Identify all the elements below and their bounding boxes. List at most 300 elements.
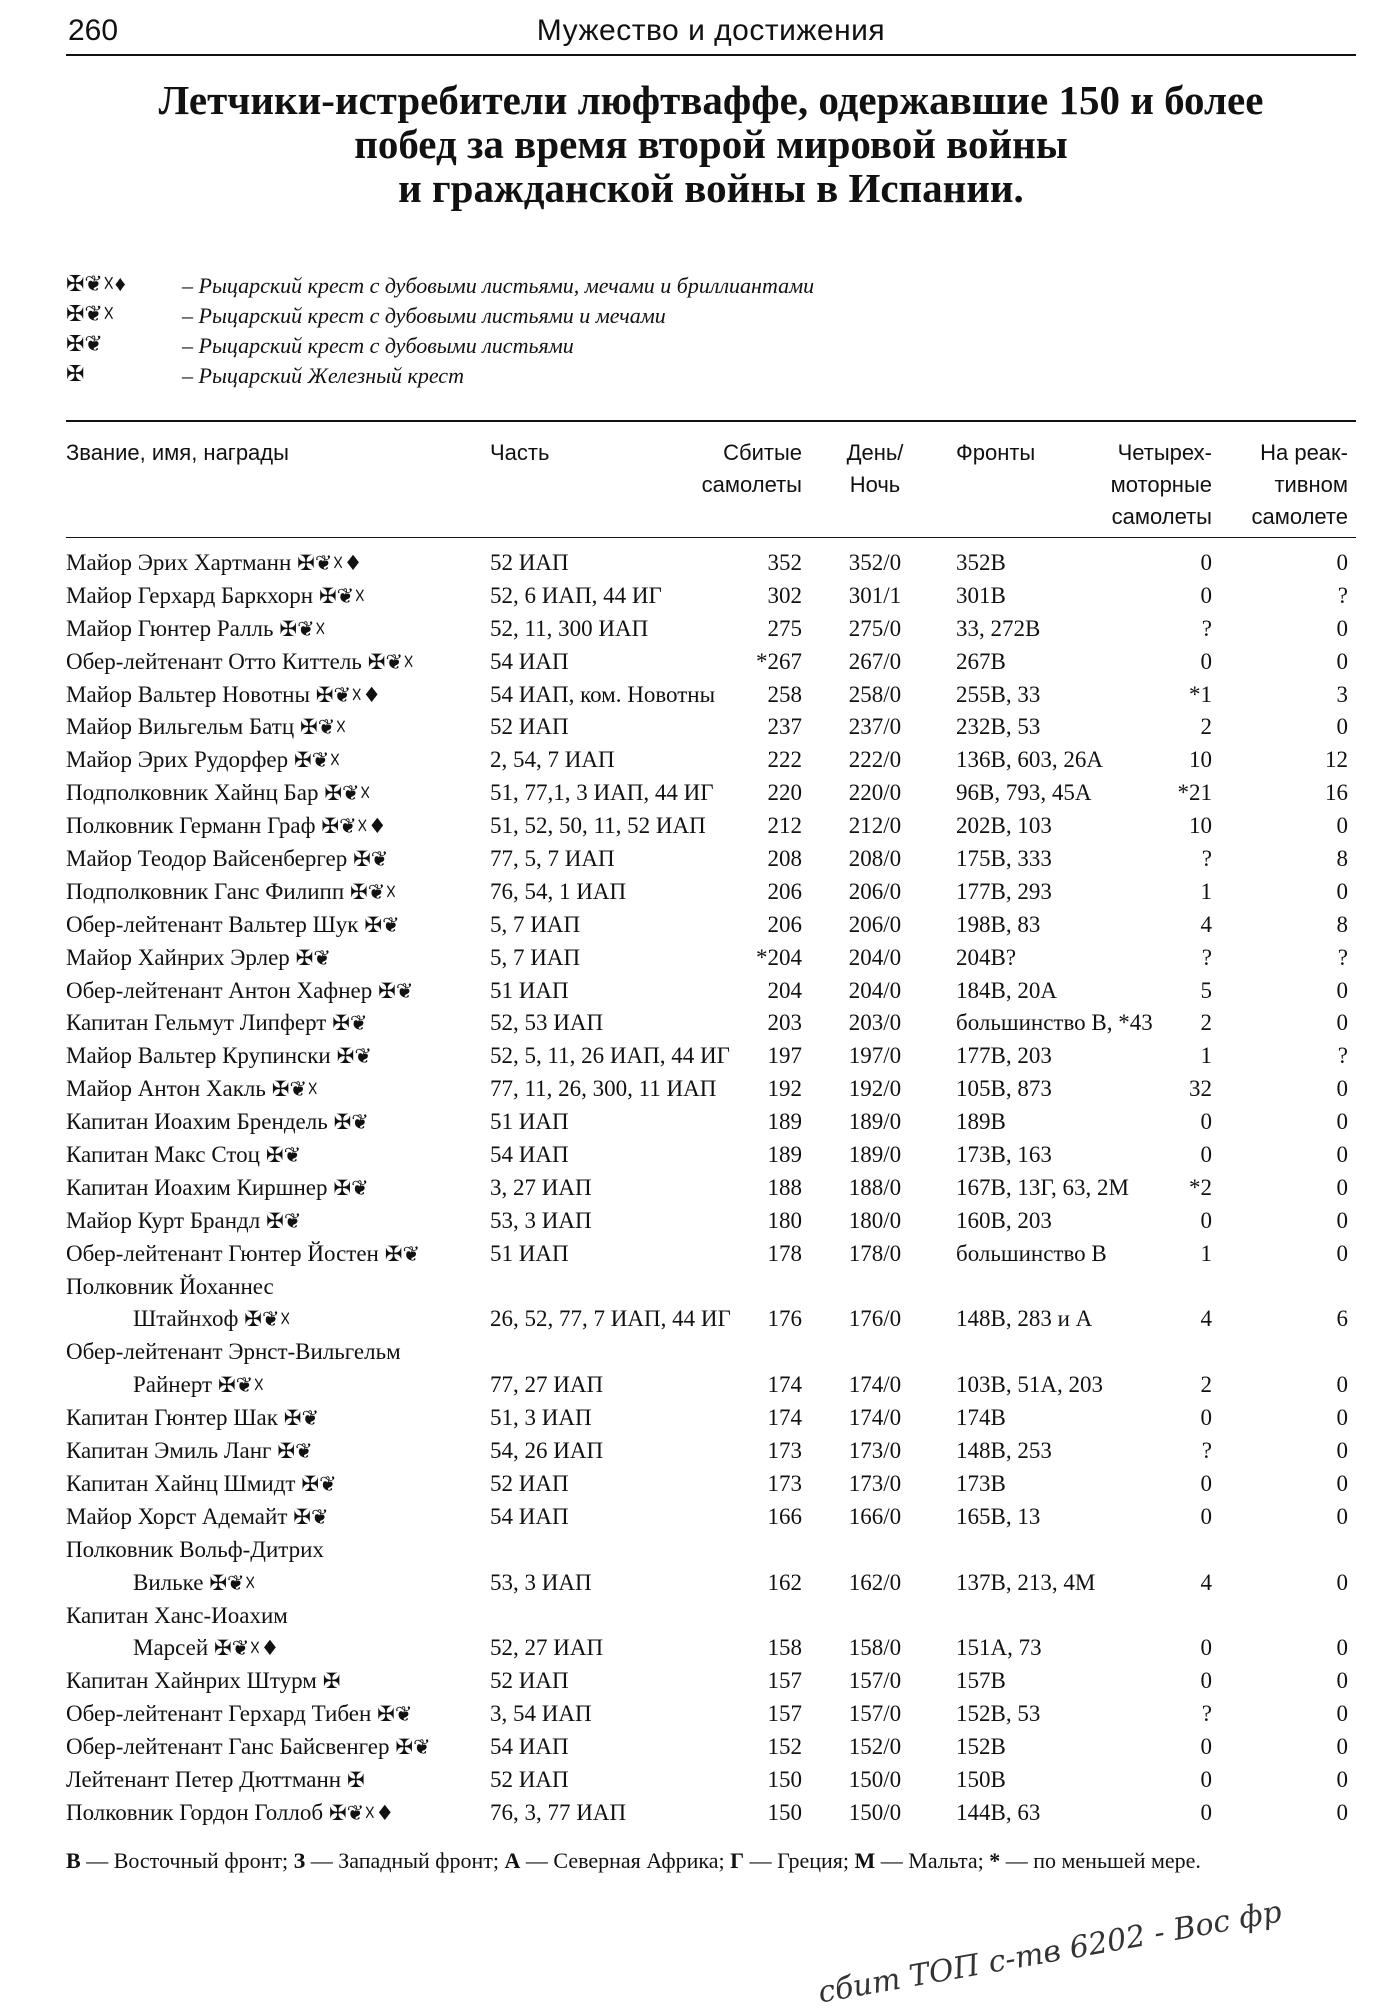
award-symbols-icon: ✠❦☓♦ <box>315 682 382 707</box>
cell-jet <box>1230 978 1348 1004</box>
cell-unit <box>490 583 662 609</box>
cell-fronts-text: 267В <box>956 648 1006 674</box>
cell-day-night-text: 203/0 <box>848 1010 902 1036</box>
cell-unit-text: 52 ИАП <box>490 550 569 575</box>
cell-unit-text: 76, 54, 1 ИАП <box>490 878 627 904</box>
cell-day-night-text: 188/0 <box>848 1174 902 1200</box>
cell-day-night <box>820 813 930 839</box>
pilot-name-text: Капитан Макс Стоц <box>66 1142 260 1168</box>
award-symbols-icon: ✠❦ <box>364 912 400 937</box>
cell-unit <box>490 1372 603 1398</box>
cell-jet-text: 0 <box>1336 1076 1348 1102</box>
cell-jet <box>1230 714 1348 740</box>
pilot-name-text: Майор Эрих Хартманн <box>66 550 292 575</box>
table-title <box>66 78 1356 210</box>
cell-jet-text: 0 <box>1336 1503 1348 1529</box>
cell-jet-text: 0 <box>1336 1799 1348 1825</box>
pilot-name <box>66 616 326 642</box>
cell-fronts-text: 198В, 83 <box>956 911 1041 937</box>
award-symbols-icon: ✠❦☓ <box>244 1307 291 1332</box>
cell-unit <box>490 1010 603 1036</box>
cell-four-engine <box>1076 978 1212 1004</box>
footnote-text: — по меньшей мере. <box>1000 1848 1201 1873</box>
cell-kills <box>660 1405 802 1431</box>
cell-day-night-text: 178/0 <box>848 1240 902 1266</box>
cell-jet <box>1230 1635 1348 1661</box>
cell-day-night <box>820 747 930 773</box>
cell-jet-text: 0 <box>1336 1405 1348 1431</box>
cell-kills-text: 208 <box>767 846 802 872</box>
cell-unit <box>490 912 580 938</box>
pilot-name-text: Подполковник Хайнц Бар <box>66 780 319 806</box>
cell-fronts-text: 151А, 73 <box>956 1635 1042 1661</box>
footnote-text: — Западный фронт; <box>305 1848 505 1873</box>
page-header <box>66 10 1356 56</box>
cell-kills-text: 174 <box>767 1372 802 1398</box>
pilot-name-text: Майор Вальтер Новотны <box>66 681 310 707</box>
cell-day-night <box>820 978 930 1004</box>
pilot-name-text: Райнерт <box>133 1372 213 1398</box>
cell-unit <box>490 1405 592 1431</box>
cell-unit-text: 52 ИАП <box>490 1668 569 1694</box>
legend-row <box>66 301 1266 331</box>
table-row <box>0 844 1382 877</box>
table-row <box>0 1633 1382 1666</box>
cell-four-engine <box>1076 1405 1212 1431</box>
cell-kills <box>660 1306 802 1332</box>
cell-unit <box>490 1175 592 1201</box>
cell-unit <box>490 1504 569 1530</box>
cell-day-night-text: 166/0 <box>848 1503 902 1529</box>
cell-four-engine <box>1076 583 1212 609</box>
cell-four-engine <box>1076 649 1212 675</box>
award-symbols-icon: ✠❦ <box>295 945 331 970</box>
cell-unit <box>490 1767 569 1793</box>
cell-day-night <box>820 1372 930 1398</box>
cell-day-night <box>820 1175 930 1201</box>
cell-four-engine <box>1076 1076 1212 1102</box>
table-row <box>0 712 1382 745</box>
cell-kills-text: 197 <box>767 1043 802 1069</box>
page-number: 260 <box>68 14 119 47</box>
pilot-name <box>66 550 362 576</box>
pilot-name-text: Капитан Хайнц Шмидт <box>66 1470 296 1496</box>
cell-jet <box>1230 1438 1348 1464</box>
award-symbols-icon: ✠❦☓ <box>319 583 366 608</box>
pilot-name <box>66 1010 368 1036</box>
cell-fronts <box>956 1734 1006 1760</box>
cell-jet <box>1230 1471 1348 1497</box>
cell-day-night <box>820 1405 930 1431</box>
table-row <box>0 1601 1382 1634</box>
cell-four-engine-text: 2 <box>1200 714 1212 740</box>
cell-four-engine-text: 0 <box>1200 1405 1212 1431</box>
cell-jet-text: 0 <box>1336 615 1348 641</box>
cell-four-engine-text: 4 <box>1200 1569 1212 1595</box>
cell-kills-text: 162 <box>767 1569 802 1595</box>
table-row <box>0 778 1382 811</box>
cell-day-night <box>820 945 930 971</box>
cell-day-night-text: 192/0 <box>848 1076 902 1102</box>
cell-jet-text: 0 <box>1336 1766 1348 1792</box>
cell-unit-text: 51, 52, 50, 11, 52 ИАП <box>490 813 706 839</box>
cell-unit-text: 52, 53 ИАП <box>490 1010 604 1036</box>
pilot-name <box>66 1800 394 1826</box>
cell-four-engine <box>1076 747 1212 773</box>
cell-unit-text: 76, 3, 77 ИАП <box>490 1799 627 1825</box>
cell-four-engine <box>1076 1142 1212 1168</box>
cell-day-night-text: 206/0 <box>848 911 902 937</box>
cell-kills <box>660 1767 802 1793</box>
cell-kills <box>660 1043 802 1069</box>
cell-kills <box>660 846 802 872</box>
pilot-name <box>66 682 381 708</box>
cell-fronts-text: 204В? <box>956 944 1017 970</box>
cell-unit <box>490 747 615 773</box>
cell-jet <box>1230 1504 1348 1530</box>
cell-fronts-text: 352В <box>956 550 1006 575</box>
pilot-name <box>66 583 365 609</box>
cell-kills <box>660 682 802 708</box>
cell-kills-text: 189 <box>767 1142 802 1168</box>
award-symbols-icon: ✠❦☓ <box>271 1077 319 1102</box>
pilot-name-text: Капитан Иоахим Киршнер <box>66 1174 328 1200</box>
pilot-name-text: Капитан Эмиль Ланг <box>66 1438 272 1464</box>
cell-kills <box>660 780 802 806</box>
handwritten-note: сбит ТОП с-тв 6202 - Вос фр <box>815 1894 1285 2011</box>
cell-unit <box>490 978 569 1004</box>
cell-kills-text: 258 <box>767 681 802 707</box>
award-symbols-icon: ✠❦☓♦ <box>321 814 387 839</box>
footnote-key: В <box>66 1848 81 1873</box>
pilot-name <box>66 846 388 872</box>
cell-fronts-text: 96В, 793, 45А <box>956 780 1092 806</box>
cell-four-engine <box>1076 1372 1212 1398</box>
cell-unit <box>490 1668 569 1694</box>
cell-four-engine-text: 1 <box>1200 1043 1212 1069</box>
cell-fronts-text: 189В <box>956 1109 1006 1135</box>
cell-four-engine <box>1076 1701 1212 1727</box>
cell-four-engine <box>1076 813 1212 839</box>
cell-unit-text: 54 ИАП <box>490 1142 569 1168</box>
pilot-name-text: Капитан Иоахим Брендель <box>66 1109 328 1135</box>
cell-unit <box>490 1635 603 1661</box>
table-row <box>0 910 1382 943</box>
cell-jet-text: 6 <box>1336 1306 1348 1332</box>
cell-four-engine <box>1076 1306 1212 1332</box>
cell-kills-text: *204 <box>756 944 802 970</box>
cell-unit <box>490 1142 569 1168</box>
award-symbols-icon: ✠❦ <box>277 1439 313 1464</box>
cell-unit-text: 51 ИАП <box>490 1240 569 1266</box>
cell-day-night <box>820 1076 930 1102</box>
cell-unit-text: 51, 3 ИАП <box>490 1405 592 1431</box>
cell-four-engine <box>1076 780 1212 806</box>
table-row <box>0 1666 1382 1699</box>
table-header-rule <box>66 537 1356 538</box>
running-title: Мужество и достижения <box>536 14 886 47</box>
cell-jet-text: 16 <box>1325 780 1348 806</box>
cell-day-night-text: 162/0 <box>848 1569 902 1595</box>
column-header-day-night: День/ Ночь <box>846 440 904 497</box>
cell-unit-text: 2, 54, 7 ИАП <box>490 747 615 773</box>
cell-fronts <box>956 846 1052 872</box>
table-row <box>0 581 1382 614</box>
pilot-name <box>66 1537 324 1563</box>
cell-day-night-text: 206/0 <box>848 878 902 904</box>
cell-four-engine-text: 0 <box>1200 1799 1212 1825</box>
cell-fronts <box>956 1668 1006 1694</box>
cell-four-engine-text: ? <box>1201 944 1212 970</box>
footnote-text: — Мальта; <box>875 1848 990 1873</box>
pilot-name-text: Майор Антон Хакль <box>66 1076 266 1102</box>
legend-text: – Рыцарский Железный крест <box>182 363 464 388</box>
cell-day-night <box>820 1208 930 1234</box>
table-row <box>0 1699 1382 1732</box>
column-header-fronts: Фронты <box>956 440 1036 465</box>
cell-day-night-text: 180/0 <box>848 1207 902 1233</box>
pilot-name <box>66 1438 313 1464</box>
cell-day-night <box>820 682 930 708</box>
pilot-name-text: Полковник Гордон Голлоб <box>66 1799 324 1825</box>
pilot-name <box>66 912 400 938</box>
cell-kills <box>660 1208 802 1234</box>
cell-kills <box>660 583 802 609</box>
award-symbols-icon: ✠❦☓ <box>324 781 371 806</box>
cell-fronts-text: 177В, 293 <box>956 878 1052 904</box>
cell-day-night <box>820 1570 930 1596</box>
cell-fronts <box>956 1800 1040 1826</box>
pilot-name-text: Марсей <box>133 1635 209 1661</box>
pilot-name-text: Майор Теодор Вайсенбергер <box>66 846 348 872</box>
cell-day-night <box>820 1010 930 1036</box>
cell-day-night <box>820 616 930 642</box>
cell-day-night <box>820 846 930 872</box>
footnote-key: А <box>504 1848 521 1873</box>
cell-fronts <box>956 1635 1042 1661</box>
cell-jet-text: 0 <box>1336 1734 1348 1760</box>
cell-jet <box>1230 879 1348 905</box>
cell-kills <box>660 1701 802 1727</box>
footnote <box>66 1848 1201 1874</box>
cell-day-night-text: 150/0 <box>848 1799 902 1825</box>
cell-day-night-text: 220/0 <box>848 780 902 806</box>
cell-four-engine-text: 0 <box>1200 1503 1212 1529</box>
pilot-name <box>66 1668 340 1694</box>
cell-unit-text: 52 ИАП <box>490 1766 569 1792</box>
cell-four-engine-text: 2 <box>1200 1010 1212 1036</box>
cell-unit-text: 77, 5, 7 ИАП <box>490 846 615 872</box>
title-line: и гражданской войны в Испании. <box>398 165 1024 211</box>
cell-fronts <box>956 1142 1052 1168</box>
cell-kills <box>660 649 802 675</box>
cell-jet-text: 0 <box>1336 1635 1348 1661</box>
cell-day-night <box>820 1504 930 1530</box>
award-symbols-icon: ✠❦☓ <box>294 748 341 773</box>
cell-fronts <box>956 912 1040 938</box>
table-row <box>0 1337 1382 1370</box>
award-symbols-icon: ✠❦☓ <box>367 649 415 674</box>
cell-kills <box>660 1109 802 1135</box>
cell-day-night <box>820 912 930 938</box>
cell-jet-text: 8 <box>1336 911 1348 937</box>
cell-jet-text: 0 <box>1336 813 1348 839</box>
cell-day-night-text: 174/0 <box>848 1372 902 1398</box>
cell-four-engine <box>1076 1109 1212 1135</box>
cell-four-engine <box>1076 1043 1212 1069</box>
pilot-name <box>133 1570 256 1596</box>
cell-kills-text: 206 <box>767 878 802 904</box>
cell-fronts-text: 105В, 873 <box>956 1076 1052 1102</box>
cell-fronts-text: 136В, 603, 26А <box>956 747 1103 773</box>
cell-day-night <box>820 780 930 806</box>
table-row <box>0 811 1382 844</box>
cell-four-engine <box>1076 1010 1212 1036</box>
pilot-name-text: Майор Вальтер Крупински <box>66 1043 331 1069</box>
pilot-name <box>133 1635 279 1661</box>
cell-four-engine <box>1076 1570 1212 1596</box>
cell-kills <box>660 813 802 839</box>
table-row <box>0 1469 1382 1502</box>
pilot-name <box>66 1241 420 1267</box>
cell-day-night-text: 267/0 <box>848 648 902 674</box>
cell-unit <box>490 1734 569 1760</box>
cell-unit-text: 54 ИАП <box>490 1734 569 1760</box>
cell-jet-text: 0 <box>1336 1668 1348 1694</box>
cell-day-night-text: 301/1 <box>848 582 902 608</box>
cell-fronts-text: 184В, 20А <box>956 977 1057 1003</box>
award-symbols-icon: ✠❦ <box>333 1175 369 1200</box>
cell-kills-text: 212 <box>767 813 802 839</box>
cell-fronts <box>956 945 1016 971</box>
pilot-name-text: Вильке <box>133 1569 204 1595</box>
cell-four-engine <box>1076 1734 1212 1760</box>
pilot-name-text: Майор Хорст Адемайт <box>66 1503 288 1529</box>
cell-fronts-text: большинство В <box>956 1240 1107 1266</box>
cell-kills-text: 188 <box>767 1174 802 1200</box>
footnote-key: * <box>989 1848 1001 1873</box>
cell-fronts <box>956 714 1040 740</box>
cell-jet-text: 0 <box>1336 1438 1348 1464</box>
cell-four-engine-text: 5 <box>1200 977 1212 1003</box>
cell-kills-text: 180 <box>767 1207 802 1233</box>
pilot-name-text: Майор Герхард Баркхорн <box>66 582 314 608</box>
award-symbols-icon: ✠❦ <box>283 1406 320 1431</box>
cell-day-night <box>820 1767 930 1793</box>
cell-day-night-text: 237/0 <box>848 714 902 740</box>
cell-day-night-text: 204/0 <box>848 944 902 970</box>
cell-jet <box>1230 550 1348 576</box>
cell-fronts-text: 148В, 253 <box>956 1438 1052 1464</box>
cell-kills-text: 152 <box>767 1734 802 1760</box>
cell-four-engine-text: ? <box>1201 846 1212 872</box>
cell-fronts <box>956 1306 1092 1332</box>
cell-jet <box>1230 1405 1348 1431</box>
table-row <box>0 1239 1382 1272</box>
cell-four-engine-text: 4 <box>1200 911 1212 937</box>
cell-unit-text: 51, 77,1, 3 ИАП, 44 ИГ <box>490 780 714 806</box>
table-row <box>0 1403 1382 1436</box>
pilot-name-text: Майор Гюнтер Ралль <box>66 615 274 641</box>
cell-four-engine-text: 0 <box>1200 582 1212 608</box>
cell-fronts-text: 150В <box>956 1766 1006 1792</box>
cell-four-engine-text: ? <box>1201 1701 1212 1727</box>
cell-jet <box>1230 1767 1348 1793</box>
cell-unit-text: 51 ИАП <box>490 977 569 1003</box>
cell-fronts <box>956 550 1006 576</box>
cell-fronts-text: 232В, 53 <box>956 714 1041 740</box>
table-row <box>0 976 1382 1009</box>
pilot-name-text: Майор Вильгельм Батц <box>66 714 295 740</box>
cell-unit <box>490 1438 603 1464</box>
cell-kills-text: 222 <box>767 747 802 773</box>
pilot-name <box>133 1372 264 1398</box>
pilot-name <box>133 1306 291 1332</box>
cell-jet <box>1230 846 1348 872</box>
legend-text: – Рыцарский крест с дубовыми листьями, мечами и бриллиантами <box>182 273 815 298</box>
cell-fronts-text: 174В <box>956 1405 1006 1431</box>
cell-fronts <box>956 1504 1040 1530</box>
cell-kills-text: 157 <box>767 1668 802 1694</box>
pilot-name-text: Майор Курт Брандл <box>66 1207 261 1233</box>
cell-kills <box>660 1668 802 1694</box>
cell-fronts-text: 173В <box>956 1470 1006 1496</box>
cell-jet <box>1230 780 1348 806</box>
cell-day-night-text: 204/0 <box>848 977 902 1003</box>
cell-four-engine <box>1076 1504 1212 1530</box>
cell-day-night-text: 352/0 <box>848 550 902 575</box>
cell-day-night <box>820 1109 930 1135</box>
pilot-name <box>66 780 371 806</box>
cell-kills-text: 204 <box>767 977 802 1003</box>
table-row <box>0 1140 1382 1173</box>
pilot-name <box>66 879 397 905</box>
cell-jet <box>1230 1241 1348 1267</box>
cell-day-night-text: 157/0 <box>848 1668 902 1694</box>
cell-day-night-text: 152/0 <box>848 1734 902 1760</box>
table-row <box>0 1304 1382 1337</box>
cell-fronts <box>956 583 1006 609</box>
cell-unit-text: 54 ИАП, ком. Новотны <box>490 681 716 707</box>
cell-kills-text: 150 <box>767 1766 802 1792</box>
cell-jet-text: 0 <box>1336 1109 1348 1135</box>
cell-kills <box>660 1471 802 1497</box>
cell-four-engine <box>1076 1208 1212 1234</box>
cell-four-engine <box>1076 1471 1212 1497</box>
cell-unit <box>490 550 569 576</box>
cell-kills <box>660 912 802 938</box>
cell-four-engine <box>1076 1175 1212 1201</box>
pilot-name-text: Обер-лейтенант Антон Хафнер <box>66 977 373 1003</box>
award-symbols-icon: ✠❦ <box>301 1471 337 1496</box>
cell-jet <box>1230 1800 1348 1826</box>
cell-jet-text: 0 <box>1336 977 1348 1003</box>
pilot-name <box>66 813 387 839</box>
table-row <box>0 680 1382 713</box>
cell-kills-text: 174 <box>767 1405 802 1431</box>
cell-fronts <box>956 1701 1040 1727</box>
award-symbols-icon: ✠❦ <box>336 1044 372 1069</box>
cell-fronts-text: 177В, 203 <box>956 1043 1052 1069</box>
cell-fronts <box>956 879 1052 905</box>
award-symbols-icon: ✠❦ <box>377 1702 413 1727</box>
footnote-text: — Северная Африка; <box>520 1848 731 1873</box>
cell-day-night <box>820 1471 930 1497</box>
cell-kills-text: *267 <box>756 648 802 674</box>
cell-kills-text: 157 <box>767 1701 802 1727</box>
cell-day-night <box>820 550 930 576</box>
cell-fronts <box>956 1570 1095 1596</box>
